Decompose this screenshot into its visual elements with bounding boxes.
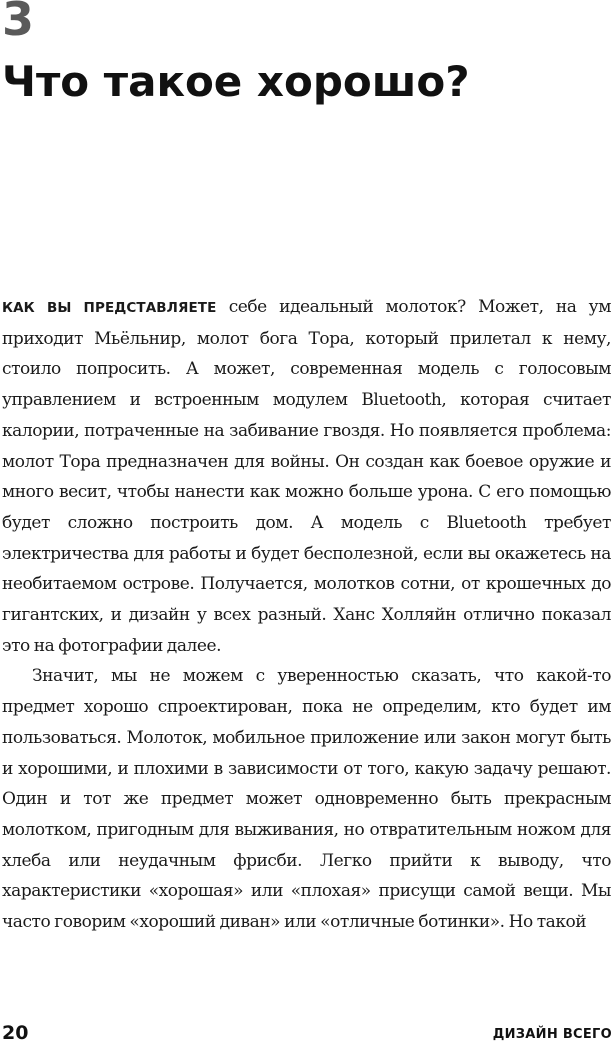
paragraph-1 [2,292,611,661]
running-title: ДИЗАЙН ВСЕГО [492,1027,612,1042]
chapter-number: 3 [2,0,35,46]
lead-in: КАК ВЫ ПРЕДСТАВЛЯЕТЕ [2,300,217,316]
paragraph-2: Значит, мы не можем с уверенностью сказать, что какой-то предмет хорошо спроектирован, пока не определим, кто будет им пользоваться. Молоток, мобильное приложение или закон могут быть и хорошими, и плохими в зависимости от того, какую задачу решают. Один и тот же предмет может одновременно быть прекрасным молотком, пригодным для выживания, но отвратительным ножом для хлеба или неудачным фрисби. Легко прийти к выводу, что характеристики «хорошая» или «плохая» присущи самой вещи. Мы часто говорим «хороший диван» или «отличные ботинки». Но такой [2,666,611,933]
body-text [2,292,611,938]
page-number: 20 [2,1022,29,1044]
paragraph-1-text: себе идеальный молоток? Может, на ум приходит Мьёльнир, молот бога Тора, который прилетал к нему, стоило попросить. А может, современная модель с голосовым управлением и встроенным модулем Bluetooth, которая считает калории, потраченные на забивание гвоздя. Но появляется проблема: молот Тора предназначен для войны. Он создан как боевое оружие и много весит, чтобы нанести как можно больше урона. С его помощью будет сложно построить дом. А модель с Bluetooth требует электричества для работы и будет бесполезной, если вы окажетесь на необитаемом острове. Получается, молотков сотни, от крошечных до гигантских, и дизайн у всех разный. Ханс Холляйн отлично показал это на фотографии далее. [2,297,612,656]
chapter-title: Что такое хорошо? [2,57,470,106]
